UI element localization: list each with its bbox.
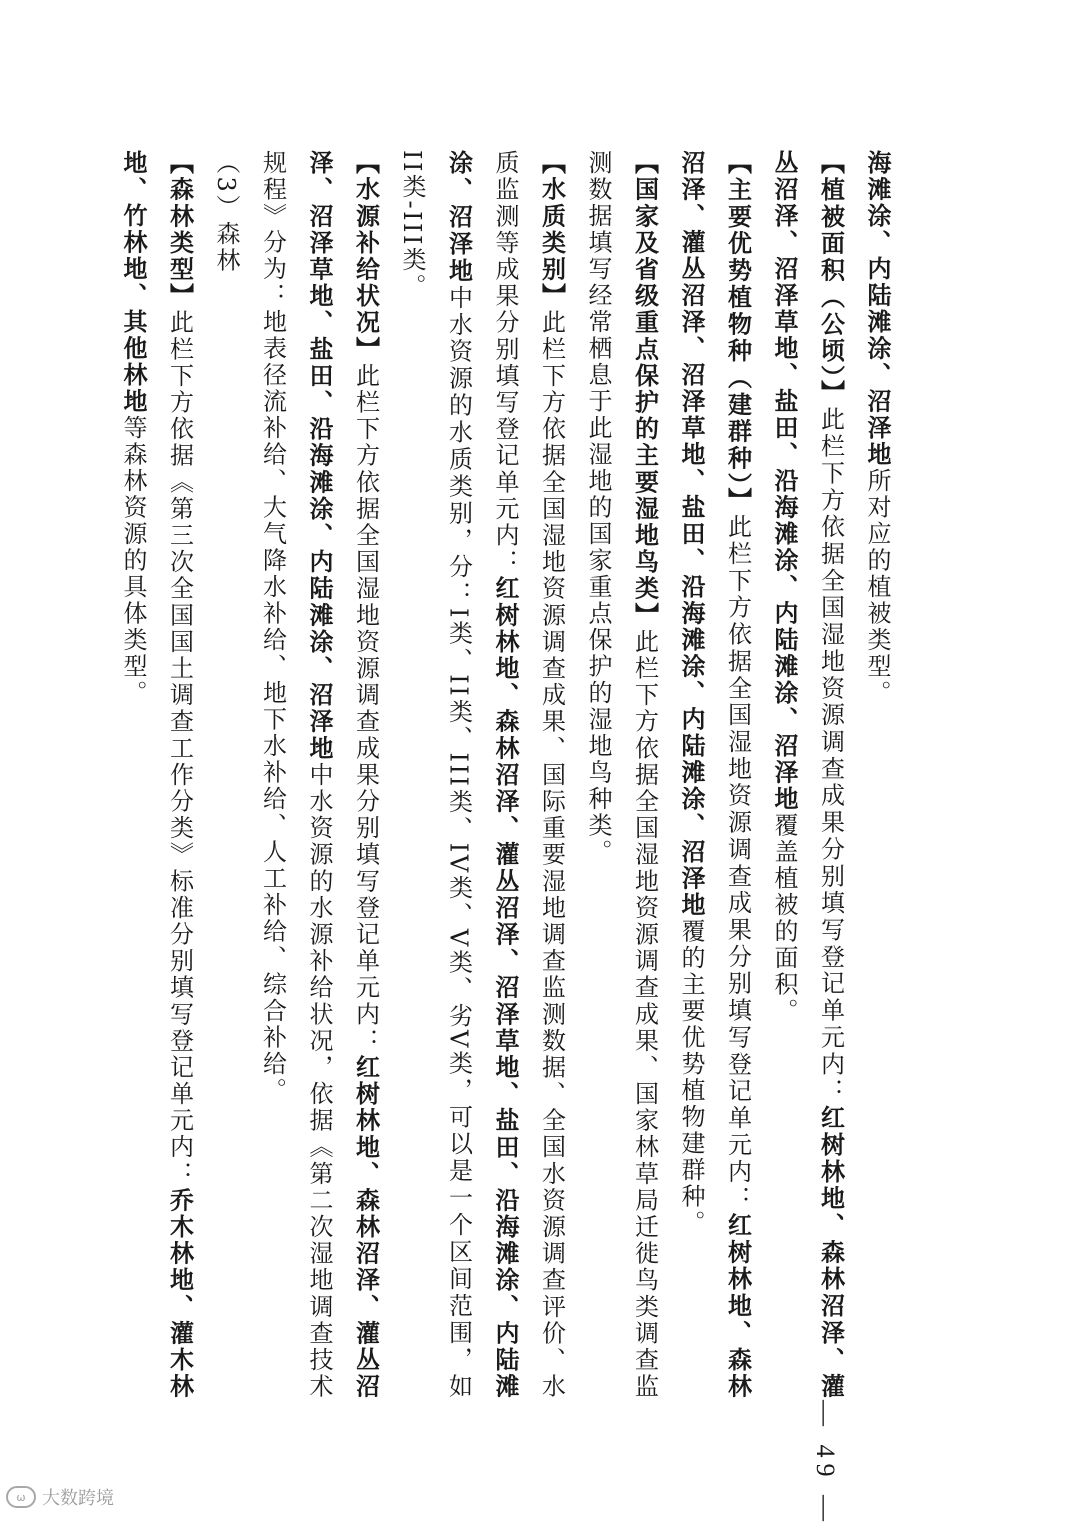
paragraph: [249, 150, 389, 1400]
text-run: 此栏下方依据《第三次全国国土调查工作分类》标准分别填写登记单元内：: [165, 309, 194, 1188]
bold-text-run: 海滩涂、内陆滩涂、沼泽地: [863, 150, 892, 468]
paragraph: [854, 150, 901, 1400]
page-number: — 49 —: [811, 1400, 840, 1527]
paragraph: [110, 150, 203, 1400]
watermark: [6, 1484, 114, 1510]
bold-text-run: 红树林地、森林沼泽、灌丛沼泽、沼泽草地、盐田、沿海滩涂、内陆滩涂、沼泽地: [770, 150, 846, 1401]
paragraph: [575, 150, 668, 1400]
bold-text-run: 【植被面积（公顷）】: [816, 150, 846, 407]
bold-text-run: 【水质类别】: [537, 150, 567, 310]
text-run: 中水资源的水源补给状况，依据《第二次湿地调查技术规程》分为：地表径流补给、大气降水补给、地下水补给、人工补给、综合补给。: [258, 150, 333, 1401]
text-run: 此栏下方依据全国湿地资源调查成果分别填写登记单元内：: [816, 406, 845, 1105]
text-run: 覆盖植被的面积。: [770, 812, 798, 1025]
text-run: 此栏下方依据全国湿地资源调查成果、国际重要湿地调查监测数据、全国水资源调查评价、水质监测等成果分别填写登记单元内：: [491, 150, 566, 1401]
paragraph: [668, 150, 761, 1400]
text-run: 此栏下方依据全国湿地资源调查成果分别填写登记单元内：: [723, 514, 752, 1213]
paragraph: [389, 150, 575, 1400]
bold-text-run: 【水源补给状况】: [351, 150, 381, 363]
paragraph: [761, 150, 854, 1400]
text-run: 中水资源的水质类别，分：I类、II类、III类、IV类、V类、劣V类，可以是一个区间范围，如II类-III类。: [398, 150, 473, 1401]
watermark-text: 大数跨境: [42, 1488, 114, 1509]
bold-text-run: 【国家及省级重点保护的主要湿地鸟类】: [630, 150, 660, 629]
watermark-logo-icon: ω: [6, 1486, 36, 1508]
bold-text-run: 红树林地、森林沼泽、灌丛沼泽、沼泽草地、盐田、沿海滩涂、内陆滩涂、沼泽地: [444, 150, 520, 1401]
body-text: [119, 150, 900, 1401]
text-run: 此栏下方依据全国湿地资源调查成果、国家林草局迁徙鸟类调查监测数据填写经常栖息于此湿地的国家重点保护的湿地鸟种类。: [584, 150, 659, 1401]
bold-text-run: 红树林地、森林沼泽、灌丛沼泽、沼泽草地、盐田、沿海滩涂、内陆滩涂、沼泽地: [305, 150, 381, 1401]
bold-text-run: 乔木林地、灌木林地、竹林地、其他林地: [119, 150, 195, 1401]
text-run: 等森林资源的具体类型。: [119, 415, 147, 707]
text-run: 所对应的植被类型。: [863, 468, 891, 707]
bold-text-run: （3）森林: [212, 150, 240, 274]
bold-text-run: 【森林类型】: [165, 150, 195, 310]
text-run: 覆的主要优势植物建群种。: [677, 918, 705, 1237]
bold-text-run: 红树林地、森林沼泽、灌丛沼泽、沼泽草地、盐田、沿海滩涂、内陆滩涂、沼泽地: [677, 150, 753, 1401]
text-run: 此栏下方依据全国湿地资源调查成果分别填写登记单元内：: [351, 362, 380, 1055]
bold-text-run: 【主要优势植物种（建群种）】: [723, 150, 753, 515]
paragraph: [203, 150, 250, 1400]
